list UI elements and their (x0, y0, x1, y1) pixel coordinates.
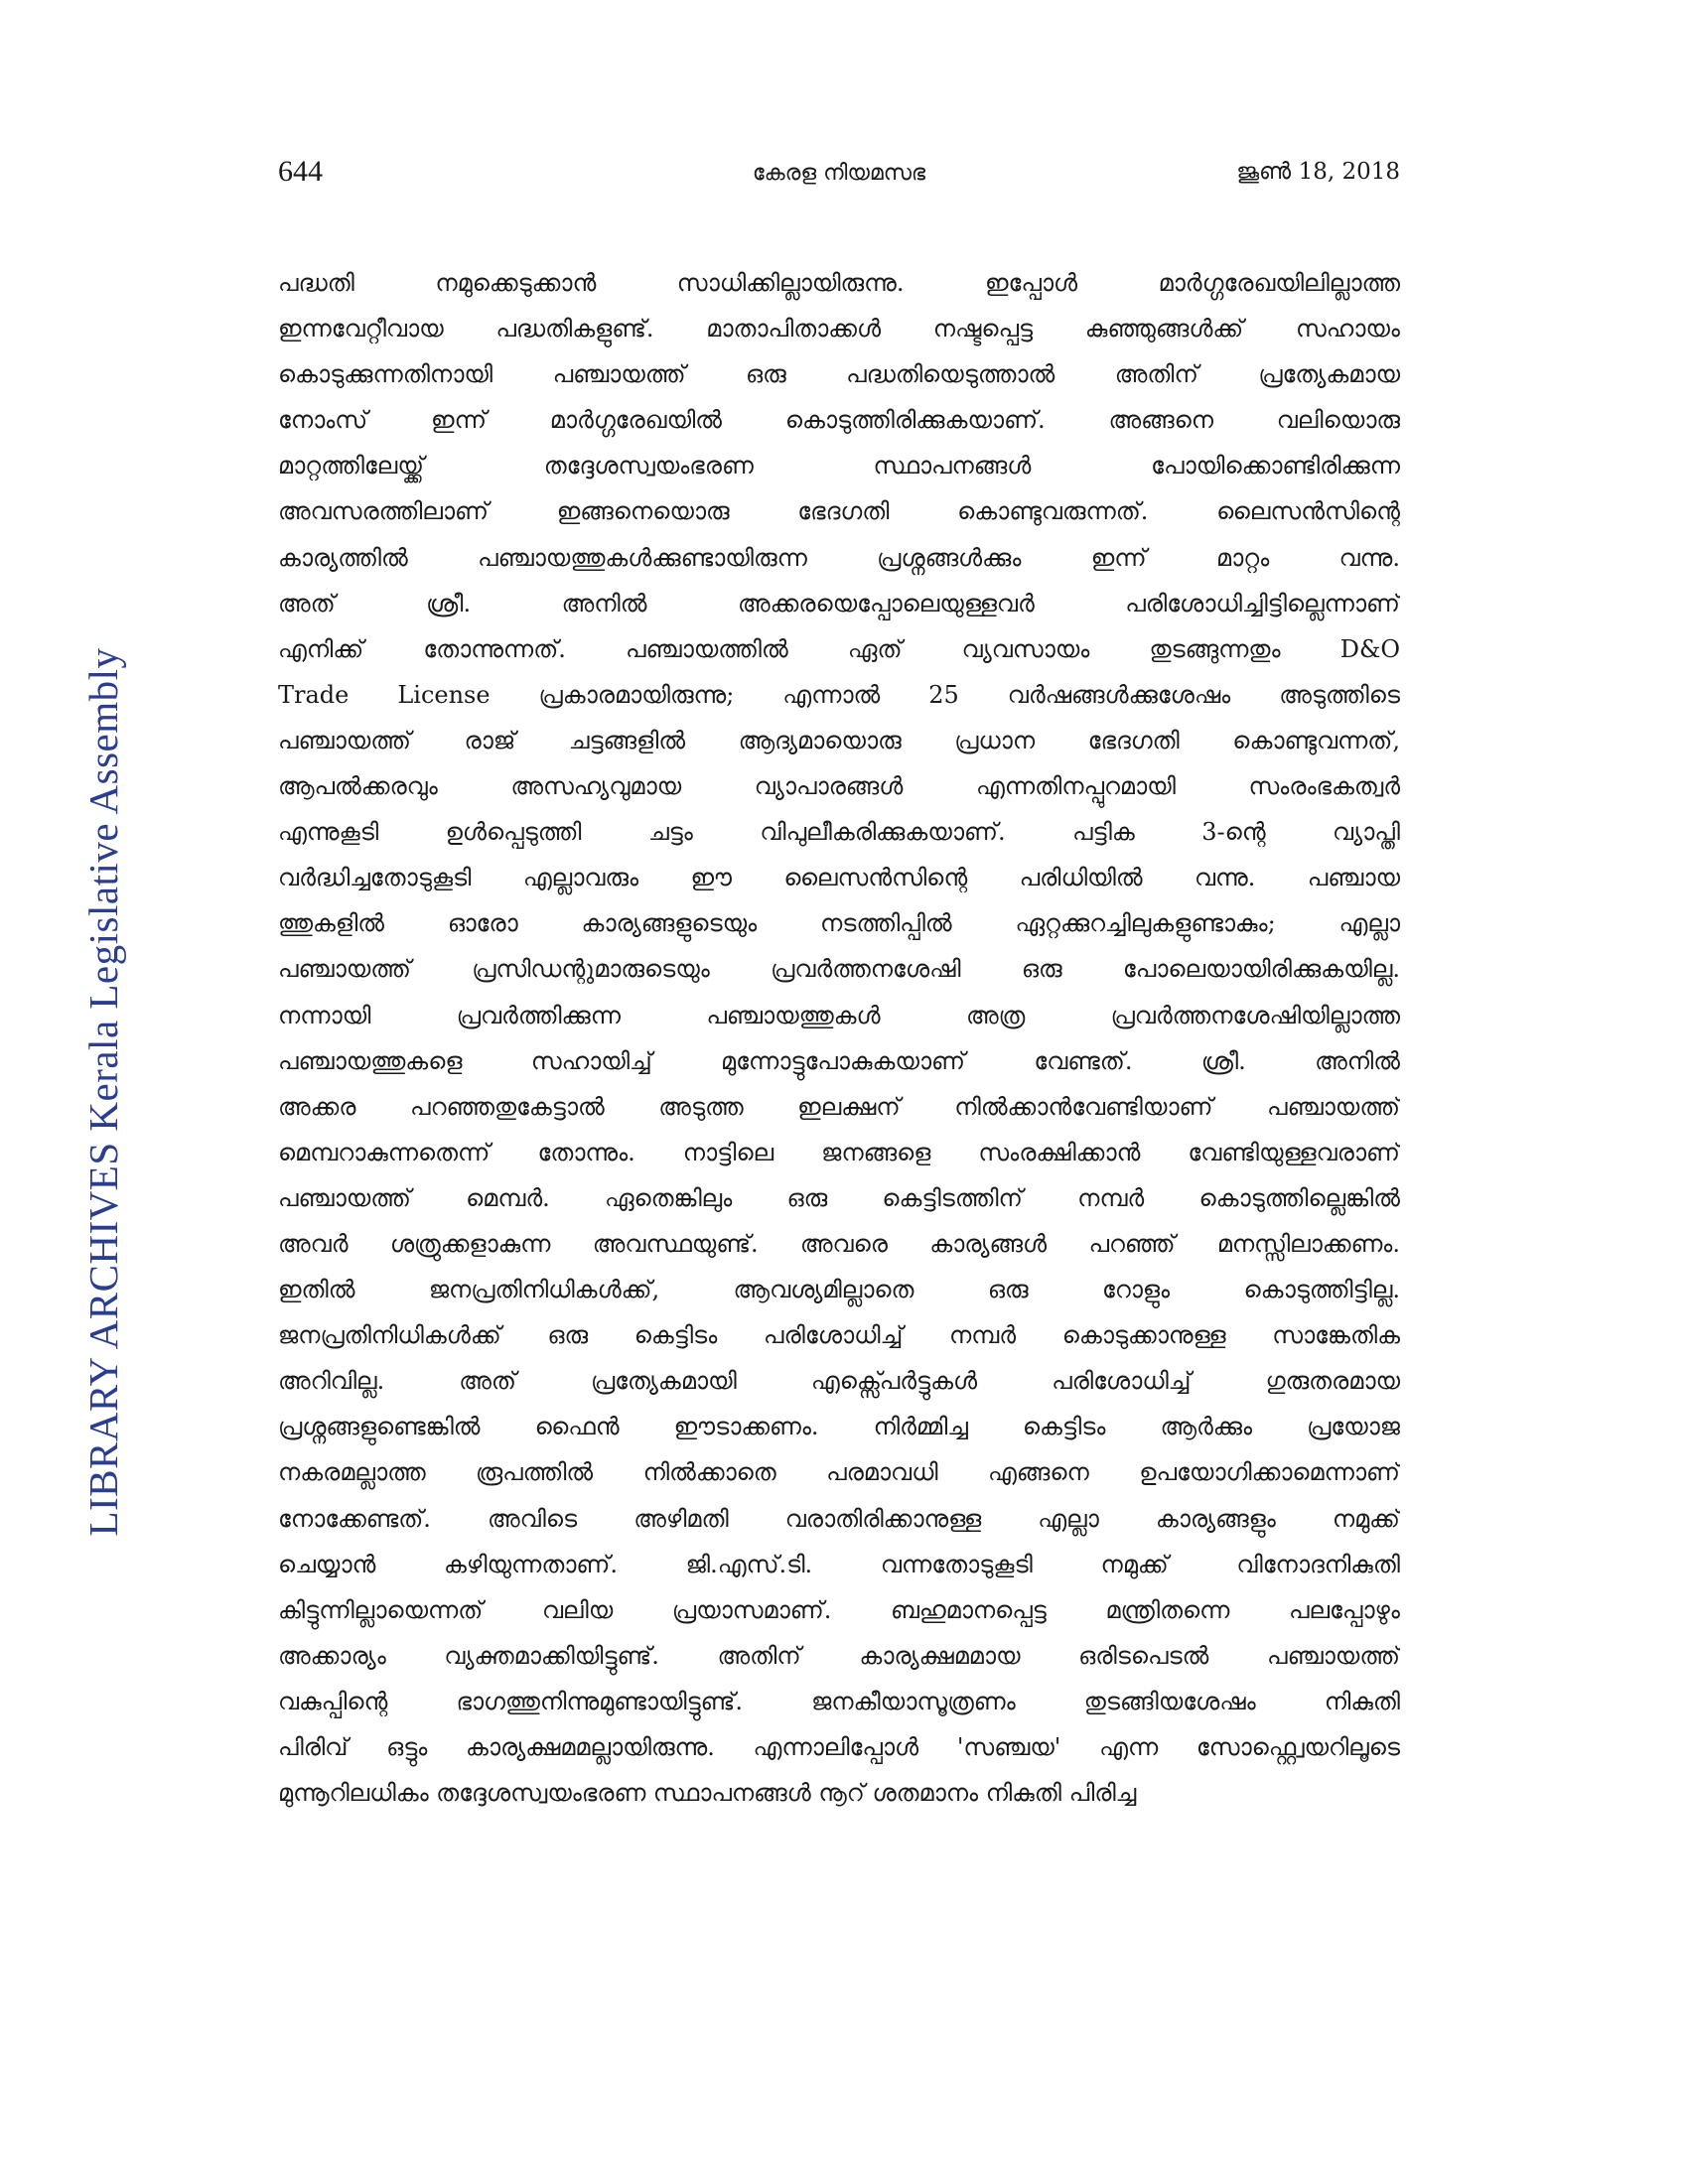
text-line: കൊടുക്കുന്നതിനായി പഞ്ചായത്ത് ഒരു പദ്ധതിയെടുത്താൽ അതിന് പ്രത്യേകമായ (278, 360, 1400, 389)
text-line: നകരമല്ലാത്ത രൂപത്തിൽ നിൽക്കാതെ പരമാവധി എങ്ങനെ ഉപയോഗിക്കാമെന്നാണ് (278, 1458, 1400, 1487)
text-line: മെമ്പറാകുന്നതെന്ന് തോന്നും. നാട്ടിലെ ജനങ്ങളെ സംരക്ഷിക്കാൻ വേണ്ടിയുള്ളവരാണ് (278, 1138, 1400, 1166)
text-line: അവസരത്തിലാണ് ഇങ്ങനെയൊരു ഭേദഗതി കൊണ്ടുവരുന്നത്. ലൈസൻസിന്റെ (278, 497, 1400, 526)
text-line: പിരിവ് ഒട്ടും കാര്യക്ഷമമല്ലായിരുന്നു. എന്നാലിപ്പോൾ 'സഞ്ചയ' എന്ന സോഫ്റ്റ്വെയറിലൂടെ (278, 1733, 1400, 1761)
page-header (278, 155, 1400, 199)
text-line: ജനപ്രതിനിധികൾക്ക് ഒരു കെട്ടിടം പരിശോധിച്ച് നമ്പർ കൊടുക്കാനുള്ള സാങ്കേതിക (278, 1321, 1400, 1350)
text-line: ആപൽക്കരവും അസഹ്യവുമായ വ്യാപാരങ്ങൾ എന്നതിനപ്പുറമായി സംരംഭകത്വർ (278, 772, 1400, 801)
text-line: കാര്യത്തിൽ പഞ്ചായത്തുകൾക്കുണ്ടായിരുന്ന പ്രശ്നങ്ങൾക്കും ഇന്ന് മാറ്റം വന്നു. (278, 543, 1400, 572)
text-line: വർദ്ധിച്ചതോടുകൂടി എല്ലാവരും ഈ ലൈസൻസിന്റെ പരിധിയിൽ വന്നു. പഞ്ചായ (278, 864, 1400, 892)
text-line: ചെയ്യാൻ കഴിയുന്നതാണ്. ജി.എസ്.ടി. വന്നതോടുകൂടി നമുക്ക് വിനോദനികുതി (278, 1550, 1400, 1578)
text-line: അക്കാര്യം വ്യക്തമാക്കിയിട്ടുണ്ട്. അതിന് കാര്യക്ഷമമായ ഒരിടപെടൽ പഞ്ചായത്ത് (278, 1641, 1400, 1670)
text-line: എന്നുകൂടി ഉൾപ്പെടുത്തി ചട്ടം വിപുലീകരിക്കുകയാണ്. പട്ടിക 3-ന്റെ വ്യാപ്തി (278, 818, 1400, 847)
text-line: മുന്നൂറിലധികം തദ്ദേശസ്വയംഭരണ സ്ഥാപനങ്ങൾ നൂറ് ശതമാനം നികുതി പിരിച്ച (278, 1779, 1137, 1808)
text-line: പ്രശ്നങ്ങളുണ്ടെങ്കിൽ ഫൈൻ ഈടാക്കണം. നിർമ്മിച്ച കെട്ടിടം ആർക്കും പ്രയോജ (278, 1413, 1400, 1441)
text-line: നന്നായി പ്രവർത്തിക്കുന്ന പഞ്ചായത്തുകൾ അത്ര പ്രവർത്തനശേഷിയില്ലാത്ത (278, 1001, 1400, 1029)
text-line: അറിവില്ല. അത് പ്രത്യേകമായി എക്സ്പെർട്ടുകൾ പരിശോധിച്ച് ഗുരുതരമായ (278, 1367, 1400, 1396)
page-number: 644 (278, 155, 323, 188)
text-line: പഞ്ചായത്തുകളെ സഹായിച്ച് മുന്നോട്ടുപോകുകയാണ് വേണ്ടത്. ശ്രീ. അനിൽ (278, 1046, 1400, 1075)
header-date: ജൂൺ 18, 2018 (1236, 159, 1400, 185)
archive-watermark: LIBRARY ARCHIVES Kerala Legislative Assembly (80, 647, 126, 1537)
text-line: പഞ്ചായത്ത് പ്രസിഡന്റുമാരുടെയും പ്രവർത്തനശേഷി ഒരു പോലെയായിരിക്കുകയില്ല. (278, 955, 1400, 984)
header-title: കേരള നിയമസഭ (752, 161, 926, 186)
text-line: മാറ്റത്തിലേയ്ക്ക് തദ്ദേശസ്വയംഭരണ സ്ഥാപനങ്ങൾ പോയിക്കൊണ്ടിരിക്കുന്ന (278, 452, 1400, 480)
text-line: അവർ ശത്രുക്കളാകുന്ന അവസ്ഥയുണ്ട്. അവരെ കാര്യങ്ങൾ പറഞ്ഞ് മനസ്സിലാക്കണം. (278, 1229, 1400, 1258)
text-line: പദ്ധതി നമുക്കെടുക്കാൻ സാധിക്കില്ലായിരുന്നു. ഇപ്പോൾ മാർഗ്ഗരേഖയിലില്ലാത്ത (278, 269, 1400, 297)
body-text (278, 260, 1400, 1816)
text-line: അത് ശ്രീ. അനിൽ അക്കരയെപ്പോലെയുള്ളവർ പരിശോധിച്ചിട്ടില്ലെന്നാണ് (278, 589, 1400, 617)
text-line: നോക്കേണ്ടത്. അവിടെ അഴിമതി വരാതിരിക്കാനുള്ള എല്ലാ കാര്യങ്ങളും നമുക്ക് (278, 1504, 1400, 1533)
text-line: കിട്ടുന്നില്ലായെന്നത് വലിയ പ്രയാസമാണ്. ബഹുമാനപ്പെട്ട മന്ത്രിതന്നെ പലപ്പോഴും (278, 1595, 1400, 1624)
text-line: പഞ്ചായത്ത് രാജ് ചട്ടങ്ങളിൽ ആദ്യമായൊരു പ്രധാന ഭേദഗതി കൊണ്ടുവന്നത്, (278, 726, 1400, 754)
text-line: നോംസ് ഇന്ന് മാർഗ്ഗരേഖയിൽ കൊടുത്തിരിക്കുകയാണ്. അങ്ങനെ വലിയൊരു (278, 406, 1400, 435)
text-line: ഇന്നവേറ്റീവായ പദ്ധതികളുണ്ട്. മാതാപിതാക്കൾ നഷ്ടപ്പെട്ട കുഞ്ഞുങ്ങൾക്ക് സഹായം (278, 315, 1400, 343)
text-line: വകുപ്പിന്റെ ഭാഗത്തുനിന്നുമുണ്ടായിട്ടുണ്ട്. ജനകീയാസൂത്രണം തുടങ്ങിയശേഷം നികുതി (278, 1687, 1400, 1715)
text-line: പഞ്ചായത്ത് മെമ്പർ. ഏതെങ്കിലും ഒരു കെട്ടിടത്തിന് നമ്പർ കൊടുത്തില്ലെങ്കിൽ (278, 1183, 1400, 1212)
text-line: ഇതിൽ ജനപ്രതിനിധികൾക്ക്, ആവശ്യമില്ലാതെ ഒരു റോളും കൊടുത്തിട്ടില്ല. (278, 1276, 1400, 1304)
text-line: Trade License പ്രകാരമായിരുന്നു; എന്നാൽ 25 വർഷങ്ങൾക്കുശേഷം അടുത്തിടെ (278, 680, 1400, 709)
text-line: എനിക്ക് തോന്നുന്നത്. പഞ്ചായത്തിൽ ഏത് വ്യവസായം തുടങ്ങുന്നതും D&O (278, 634, 1400, 663)
text-line: ത്തുകളിൽ ഓരോ കാര്യങ്ങളുടെയും നടത്തിപ്പിൽ ഏറ്റക്കുറച്ചിലുകളുണ്ടാകും; എല്ലാ (278, 909, 1400, 938)
text-line: അക്കര പറഞ്ഞതുകേട്ടാൽ അടുത്ത ഇലക്ഷന് നിൽക്കാൻവേണ്ടിയാണ് പഞ്ചായത്ത് (278, 1092, 1400, 1121)
